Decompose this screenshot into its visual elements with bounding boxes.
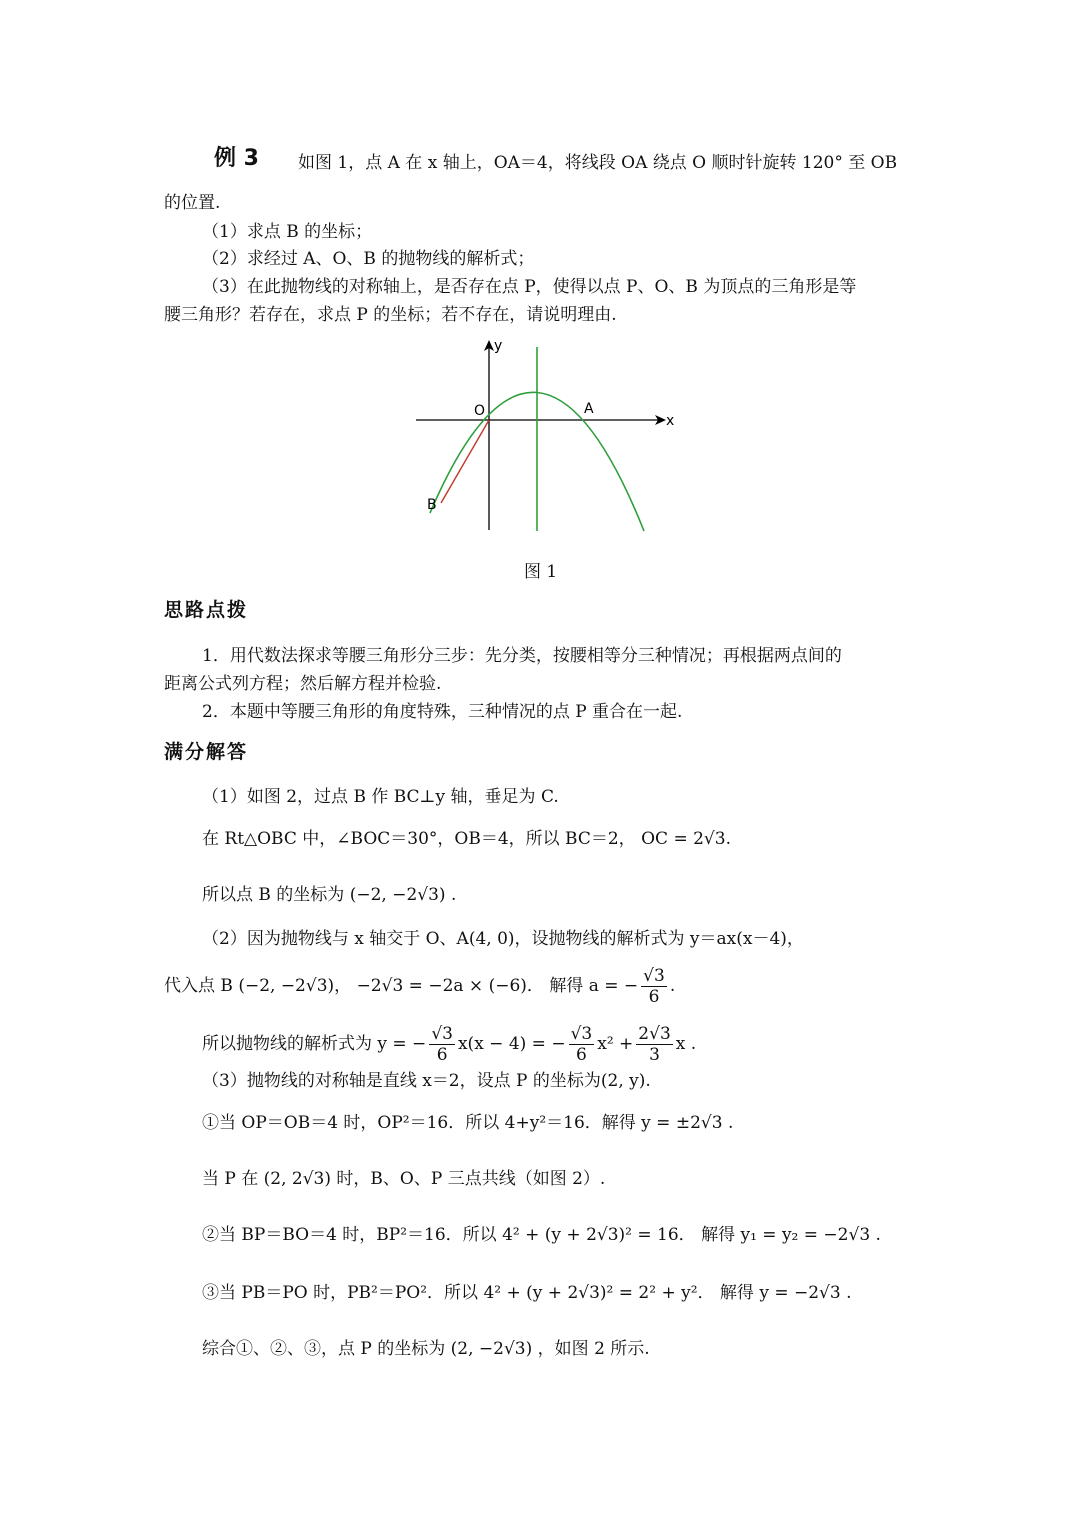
- step-6-x-squared: x² +: [597, 1034, 634, 1054]
- solution-step-3: 所以点 B 的坐标为 (−2, −2√3) .: [202, 885, 457, 905]
- case-2-equation: 4² + (y + 2√3)² = 16: [502, 1225, 679, 1245]
- question-1: （1）求点 B 的坐标；: [202, 222, 373, 242]
- case-1-text: ①当 OP＝OB＝4 时，OP²＝16．所以 4+y²＝16．解得: [202, 1113, 636, 1133]
- solution-step-5: 代入点 B (−2, −2√3)， −2√3 = −2a × (−6)． 解得 a = − $\frac{√3}{6}$ .: [164, 966, 676, 1007]
- example-intro-line1: 如图 1，点 A 在 x 轴上，OA＝4，将线段 OA 绕点 O 顺时针旋转 120° 至 OB: [298, 153, 898, 173]
- case-2-solve: 解得: [701, 1225, 736, 1245]
- step-5-equation: −2√3 = −2a × (−6): [356, 976, 527, 996]
- solution-step-4: （2）因为抛物线与 x 轴交于 O、A(4, 0)，设抛物线的解析式为 y＝ax(x－4)，: [202, 929, 804, 949]
- frac-numerator: √3: [570, 1024, 593, 1044]
- label-a: A: [584, 401, 594, 417]
- question-3-line2: 腰三角形？若存在，求点 P 的坐标；若不存在，请说明理由.: [164, 305, 617, 325]
- frac-denominator: 6: [436, 1045, 448, 1065]
- solution-step-2: 在 Rt△OBC 中，∠BOC＝30°，OB＝4，所以 BC＝2， OC = 2√3.: [202, 829, 731, 849]
- conclusion: [202, 1336, 650, 1362]
- step-2-math: OC = 2√3: [641, 829, 726, 849]
- step-6-fraction-1: [429, 1024, 455, 1065]
- case-2: ②当 BP＝BO＝4 时，BP²＝16．所以 4² + (y + 2√3)² = 16． 解得 y₁ = y₂ = −2√3 .: [202, 1225, 881, 1245]
- solution-heading: 满分解答: [164, 741, 249, 763]
- case-3-equation: 4² + (y + 2√3)² = 2² + y²: [483, 1283, 698, 1303]
- frac-numerator: √3: [643, 966, 665, 986]
- step-6-fraction-3: [636, 1024, 672, 1065]
- figure-1: [400, 335, 690, 540]
- case-2-math: y₁ = y₂ = −2√3: [740, 1225, 871, 1245]
- frac-numerator: √3: [431, 1024, 453, 1044]
- step-5-point: (−2, −2√3): [238, 976, 335, 996]
- hints-heading: 思路点拨: [164, 599, 249, 621]
- step-6-text: 所以抛物线的解析式为: [202, 1034, 372, 1054]
- step-6-lhs: y = −: [377, 1034, 427, 1054]
- step-5-fraction: [641, 966, 667, 1007]
- step-5-text: 代入点 B: [164, 976, 233, 996]
- example-label: 例 3: [214, 146, 259, 171]
- step-5-lhs: a = −: [588, 976, 639, 996]
- case-3: ③当 PB＝PO 时，PB²＝PO²．所以 4² + (y + 2√3)² = 2² + y²． 解得 y = −2√3 .: [202, 1283, 852, 1303]
- example-intro-line2: 的位置.: [164, 193, 221, 213]
- hint-1-line2: 距离公式列方程；然后解方程并检验.: [164, 674, 442, 694]
- example-heading: [214, 146, 259, 173]
- step-3-math: (−2, −2√3): [349, 885, 446, 905]
- figure-caption: 图 1: [524, 562, 558, 582]
- case-3-text: ③当 PB＝PO 时，PB²＝PO²．所以: [202, 1283, 479, 1303]
- solution-step-7: （3）抛物线的对称轴是直线 x＝2，设点 P 的坐标为(2, y).: [202, 1071, 651, 1091]
- case-1: ①当 OP＝OB＝4 时，OP²＝16．所以 4+y²＝16．解得 y = ±2√3 .: [202, 1113, 734, 1133]
- case-1-note-math: (2, 2√3): [263, 1169, 332, 1189]
- hint-1-line1: 1．用代数法探求等腰三角形分三步：先分类，按腰相等分三种情况；再根据两点间的: [202, 646, 842, 666]
- frac-numerator: 2√3: [638, 1024, 671, 1044]
- frac-denominator: 6: [575, 1045, 587, 1065]
- case-1-note-text1: 当 P 在: [202, 1169, 259, 1189]
- segment-ob: [441, 420, 489, 503]
- question-3-line1: （3）在此抛物线的对称轴上，是否存在点 P，使得以点 P、O、B 为顶点的三角形是等: [202, 277, 857, 297]
- case-3-solve: 解得: [719, 1283, 754, 1303]
- step-6-fraction-2: [569, 1024, 595, 1065]
- case-3-math: y = −2√3: [759, 1283, 841, 1303]
- case-1-note: [202, 1166, 605, 1192]
- step-2-text: 在 Rt△OBC 中，∠BOC＝30°，OB＝4，所以 BC＝2，: [202, 829, 636, 849]
- hint-2: 2．本题中等腰三角形的角度特殊，三种情况的点 P 重合在一起.: [202, 702, 683, 722]
- label-b: B: [427, 497, 437, 513]
- solution-step-1: （1）如图 2，过点 B 作 BC⊥y 轴，垂足为 C.: [202, 787, 559, 807]
- label-x: x: [666, 413, 675, 429]
- case-1-note-text2: 时，B、O、P 三点共线（如图 2）.: [336, 1169, 606, 1189]
- question-2: （2）求经过 A、O、B 的抛物线的解析式；: [202, 249, 535, 269]
- solution-step-6: 所以抛物线的解析式为 y = − $\frac{√3}{6}$ x(x − 4) = − $\frac{√3}{6}$ x² + $\frac{2√3}{3}$ x .: [202, 1024, 697, 1065]
- conclusion-math: (2, −2√3): [450, 1339, 533, 1359]
- conclusion-text2: ，如图 2 所示.: [537, 1339, 650, 1359]
- case-1-math: y = ±2√3: [641, 1113, 723, 1133]
- step-5-solve: 解得: [549, 976, 584, 996]
- step-6-end: x: [675, 1034, 686, 1054]
- step-3-text: 所以点 B 的坐标为: [202, 885, 345, 905]
- frac-denominator: 3: [649, 1045, 660, 1065]
- step-6-mid: x(x − 4) = −: [457, 1034, 566, 1054]
- frac-denominator: 6: [648, 987, 660, 1007]
- case-2-text: ②当 BP＝BO＝4 时，BP²＝16．所以: [202, 1225, 497, 1245]
- label-y: y: [494, 338, 503, 354]
- label-o: O: [474, 403, 486, 419]
- conclusion-text1: 综合①、②、③，点 P 的坐标为: [202, 1339, 446, 1359]
